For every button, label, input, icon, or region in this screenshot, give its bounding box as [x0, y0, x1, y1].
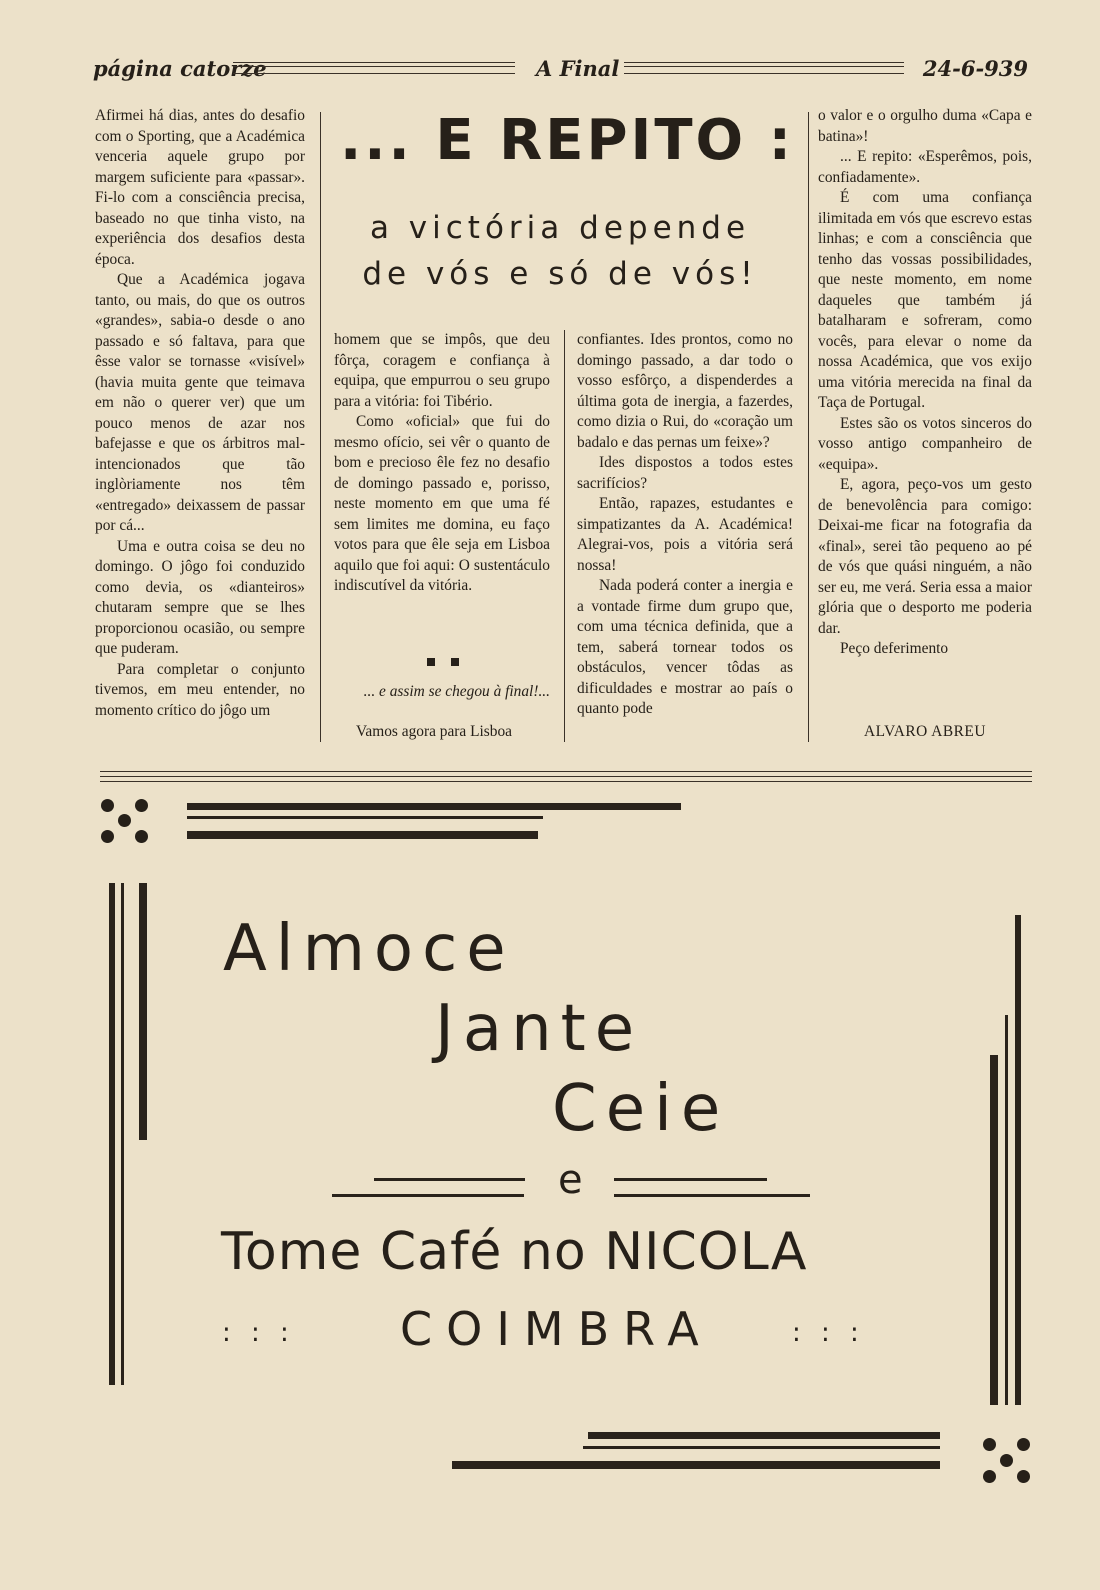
- article-column-2: [334, 330, 550, 597]
- ad-vertical-bar: [990, 1055, 998, 1405]
- issue-date: 24-6-939: [922, 56, 1028, 81]
- section-ornament: [451, 658, 459, 666]
- paragraph: homem que se impôs, que deu fôrça, coragem e confiança à equipa, que empurrou o seu grupo para a vitória: foi Tibério.: [334, 331, 550, 410]
- ad-bar: [588, 1432, 940, 1439]
- subhead-line-1: a victória depende: [369, 210, 751, 246]
- author-signature: ALVARO ABREU: [864, 723, 986, 740]
- divider-rule: [100, 771, 1032, 772]
- ad-colons-left: : : :: [222, 1318, 295, 1348]
- paragraph: Afirmei há dias, antes do desafio com o Sporting, que a Académica venceria aquele grupo por margem suficiente para «passar». Fi-lo com a consciência precisa, baseado no que tinha visto, na experiência dos desafios desta época.: [95, 107, 305, 268]
- header-rule-left: [233, 62, 515, 74]
- ad-vertical-bar: [121, 883, 124, 1385]
- paragraph: o valor e o orgulho duma «Capa e batina»!: [818, 107, 1032, 145]
- column-rule-1: [320, 112, 321, 742]
- ad-rule: [614, 1194, 810, 1197]
- ad-vertical-bar: [109, 883, 115, 1385]
- ad-rule: [332, 1194, 524, 1197]
- italic-note: ... e assim se chegou à final!...: [363, 683, 550, 700]
- page-label: página catorze: [93, 56, 267, 81]
- ad-colons-right: : : :: [792, 1318, 865, 1348]
- paragraph: Então, rapazes, estudantes e simpatizantes da A. Académica! Alegrai-vos, pois a vitória será nossa!: [577, 495, 793, 574]
- paragraph: Como «oficial» que fui do mesmo ofício, sei vêr o quanto de bom e precioso êle fez no desafio de domingo passado e, porisso, neste momento em que uma fé sem limites me domina, eu faço votos para que êle seja em Lisboa aquilo que foi aqui: O sustentáculo indiscutível da vitória.: [334, 413, 550, 594]
- paragraph: Uma e outra coisa se deu no domingo. O jôgo foi conduzido como devia, os «dianteiros» chutaram sempre que se lhes proporcionou ocasião, ou sempre que puderam.: [95, 537, 305, 657]
- column-rule-3: [808, 112, 809, 742]
- ad-bar: [452, 1461, 940, 1469]
- paragraph: Estes são os votos sinceros do vosso antigo companheiro de «equipa».: [818, 414, 1032, 473]
- paragraph: confiantes. Ides prontos, como no domingo passado, a dar todo o vosso esfôrço, a dispenderdes a última gota de inergia, a fazerdes, como dizia o Rui, do «coração um badalo e das pernas um feixe»?: [577, 331, 793, 451]
- ad-vertical-bar: [1005, 1015, 1008, 1405]
- ad-word-jante: Jante: [435, 992, 644, 1066]
- paragraph: Vamos agora para Lisboa: [356, 723, 512, 740]
- ad-rule: [614, 1178, 767, 1181]
- divider-rule: [100, 776, 1032, 777]
- header-rule-right: [624, 62, 904, 74]
- paragraph: Peço deferimento: [840, 640, 949, 657]
- paragraph: E, agora, peço-vos um gesto de benevolência para comigo: Deixai-me ficar na fotografia da «final», serei tão pequeno ao pé de vós que quási ninguém, a não ser eu, me verá. Seria essa a maior glória que o desporto me poderia dar.: [818, 476, 1032, 637]
- page-header: [88, 52, 1028, 88]
- paragraph: ... E repito: «Esperêmos, pois, confiadamente».: [818, 148, 1032, 186]
- section-ornament: [427, 658, 435, 666]
- ad-word-almoce: Almoce: [223, 912, 515, 986]
- paragraph: É com uma confiança ilimitada em vós que escrevo estas linhas; e com a consciência que tenho das vossas possibilidades, que neste momento, em nome daqueles que também já batalharam e sofreram, como vocês, para elevar o nome da nossa Académica, que vos exijo uma vitória merecida na final da Taça de Portugal.: [818, 189, 1032, 411]
- subhead-line-2: de vós e só de vós!: [362, 256, 758, 292]
- paragraph: Para completar o conjunto tivemos, em meu entender, no momento crítico do jôgo um: [95, 660, 305, 719]
- article-column-1: [95, 106, 305, 721]
- paragraph: Ides dispostos a todos estes sacrifícios?: [577, 454, 793, 492]
- ad-vertical-bar: [1015, 915, 1021, 1405]
- column-rule-2: [564, 330, 565, 742]
- headline: ... E REPITO :: [340, 108, 795, 173]
- article-column-3: [577, 330, 793, 720]
- divider-rule: [100, 781, 1032, 782]
- ad-bar: [187, 803, 681, 810]
- ad-word-ceie: Ceie: [552, 1072, 730, 1146]
- paragraph: Que a Académica jogava tanto, ou mais, do que os outros «grandes», sabia-o desde o ano passado e só faltava, para que êsse valor se tornasse «visível» (havia muita gente que teimava em não o querer ver) que um pouco menos de azar nos bafejasse e que os árbitros mal-intencionados que tão inglòriamente nos têm «entregado» deixassem de passar por cá...: [95, 271, 305, 534]
- ad-vertical-bar: [139, 883, 147, 1140]
- ad-conjunction: e: [558, 1157, 583, 1203]
- ad-bar: [187, 831, 538, 839]
- ad-rule: [374, 1178, 525, 1181]
- ad-city: COIMBRA: [400, 1302, 713, 1356]
- publication-name: A Final: [536, 56, 620, 81]
- ad-bar: [583, 1446, 940, 1449]
- paragraph: Nada poderá conter a inergia e a vontade firme dum grupo que, com uma técnica definida, que a tem, saberá tornear todos os obstáculos, vencer tôdas as dificuldades e mostrar ao país o quanto pode: [577, 577, 793, 717]
- ad-bar: [187, 816, 543, 819]
- article-column-4: [818, 106, 1032, 660]
- ad-main-slogan: Tome Café no NICOLA: [221, 1222, 808, 1282]
